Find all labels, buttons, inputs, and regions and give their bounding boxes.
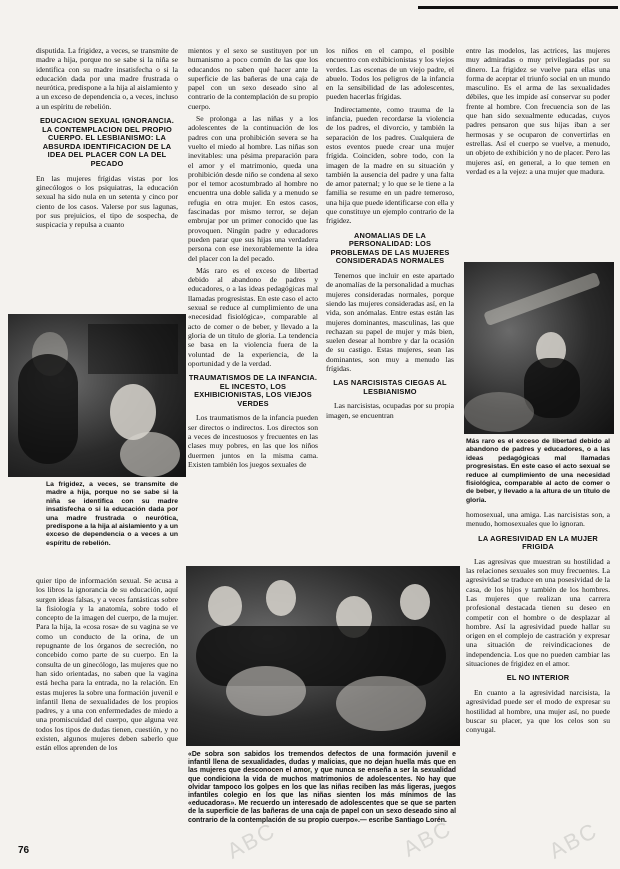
col3-top-paragraph: los niños en el campo, el posible encuentro con exhibicionistas y los viejos verdes. Las escenas de un viejo padre, el abuelo. Todos los peligros de la infancia en la sensibilidad de las adolescentes, pueden hacerlas frígidas. (326, 46, 454, 102)
column-2 (188, 46, 318, 469)
col4-section-heading-2: EL NO INTERIOR (506, 673, 570, 683)
column-4-top (466, 46, 610, 176)
column-1-top (36, 46, 178, 229)
col3-paragraph-3: Tenemos que incluir en este apartado de anomalías de la personalidad a muchas mujeres consideradas normales, porque siendo las mujeres consideradas así, en la vida, son anómalas. Entre estas están las mujeres dominantes, masculinas, las que rechazan su papel de mujer y más bien, suelen desear al hombre y dar la ocasión de su castigo. Estas mujeres, sean las dominantes, son muy a menudo las frígidas. (326, 271, 454, 373)
col4-paragraph-2: homosexual, una amiga. Las narcisistas son, a menudo, homosexuales que lo ignoran. (466, 510, 610, 529)
col1-paragraph: En las mujeres frígidas vistas por los ginecólogos o los psiquiatras, la educación sexual ha sido nula en un setenta y cinco por ciento de los casos. Valerse por sus lagunas, por sus prejuicios, el tipo de sospecha, de suspicacia y repulsa a cuanto (36, 173, 178, 230)
col4-photo-caption: Más raro es el exceso de libertad debido al abandono de padres y educadores, o a las ideas pedagógicas mal llamadas progresistas. En este caso el acto sexual se reduce al cumplimiento de una necesidad fisiológica, comparable al acto de comer o de beber, y llevado a la altura de un título de gloria. (466, 438, 610, 504)
photo-girl-on-swing (464, 262, 614, 434)
watermark-3: ABC (544, 817, 602, 864)
col1-bottom-paragraph: quier tipo de información sexual. Se acusa a los libros la ignorancia de su educación, aquí surgen ideas falsas, y a veces fantásticas sobre la fisiología y la anatomía, sobre todo el concepto de la imagen del cuerpo, de la mujer. Para la hija, la «cosa rosa» de su vagina se ve como un conducto de la orina, de un repugnante de los órganos de secreción, no concebido como parte de su cuerpo. En la consulta de un ginecólogo, las mujeres que no han sido orientadas, no saben que la vagina está hecha para la entrada, no la relación. En estas mujeres la sobre una formación juvenil e infantil llena de sexualidades de los propios padres, y a una con enfermedades de miedo a una promiscuidad del cuerpo, que alguna vez todos los tipos de dudas tienen, cuestión, y no existen, algunos mujeres deben saberlo que están ellos aprenden de los (36, 576, 178, 753)
col2-paragraph-2: Se prolonga a las niñas y a los adolescentes de la continuación de los padres con una prohibición severa se ha vuelto el miedo al hombre. Las niñas son inevitables: una pésima preparación para el amor y el matrimonio, queda una prohibición desde niño se condena al sexo por el temor acostumbrado al hombre no encuentra una doble salida y a menudo se refugia en otra mujer. En estos casos, fascinadas por mismo terror, se dejan embrujar por un primer conocido que las provoquen. Ningún padre y educadores pueden parar que sus hijas una verdadera persona con ese inexorablemente la idea del placer con la del pecado. (188, 114, 318, 263)
col4-section-heading: LA AGRESIVIDAD EN LA MUJER FRIGIDA (478, 533, 598, 552)
column-3 (326, 46, 454, 420)
col1-section-heading: EDUCACION SEXUAL IGNORANCIA. LA CONTEMPLACION DEL PROPIO CUERPO. EL LESBIANISMO: LA ABSURDA IDENTIFICACION DE LA IDEA DEL PLACER CON LA DEL PECADO (40, 116, 174, 169)
top-rule (418, 6, 618, 9)
page-number: 76 (18, 845, 30, 856)
col4-paragraph-4: En cuanto a la agresividad narcisista, la agresividad puede ser el modo de expresar su hostilidad al hombre, una mujer así, no puede buscar su placer, ya que los celos son su conyugal. (466, 687, 610, 735)
column-4-bottom (466, 510, 610, 734)
photo-group-of-girls (186, 566, 460, 746)
col3-section-heading: ANOMALIAS DE LA PERSONALIDAD: LOS PROBLEMAS DE LAS MUJERES CONSIDERADAS NORMALES (330, 230, 450, 266)
col4-paragraph-3: Las agresivas que muestran su hostilidad a las relaciones sexuales son muy frecuentes. La agresividad se traduce en una posesividad de la casa, de los hijos y también de los hombres. Las mujeres que realizan una carrera profesional destacada tienen su deseo en competir con el hombre o de desplazar al hombre. Así la agresividad puede hallar su origen en el complejo de castración y expresar una situación de reivindicaciones de independencia. Los que no pueden cambiar las situaciones de frigidez en el amor. (466, 556, 610, 669)
col2-section-heading: TRAUMATISMOS DE LA INFANCIA. EL INCESTO, LOS EXHIBICIONISTAS, LOS VIEJOS VERDES (188, 373, 318, 408)
col1-intro-paragraph: disputida. La frigidez, a veces, se transmite de madre a hija, porque no se sabe si la niña se identifica con su madre insatisfecha o si la educación dada por una madre frustrada o neurótica, predispone a la hija al aislamiento y a un exceso de dependencia o, a veces, incluso a un espíritu de rebelión. (36, 46, 178, 111)
col3-section-heading-2: LAS NARCISISTAS CIEGAS AL LESBIANISMO (333, 378, 447, 396)
column-1-bottom (36, 576, 178, 753)
col2-paragraph-3: Más raro es el exceso de libertad debido al abandono de padres y educadores, o a las ideas pedagógicas mal llamadas progresistas. En este caso el acto sexual se reduce al cumplimiento de una «necesidad fisiológica», comparable al acto de comer o de beber, y llevado a la gloria de un título de gloria. La tendencia se basa en la violencia fuera de la voluntad de la experiencia, de la oportunidad y de la verdad. (188, 265, 318, 368)
col2-top-paragraph: mientos y el sexo se sustituyen por un humanismo a poco común de las que los educandos no saben qué hacer ante la superficie de las bañeras de una caja de papel con un sexo deseado sino al contrario de la contemplación de su propio cuerpo. (188, 46, 318, 111)
col3-paragraph-2: Indirectamente, como trauma de la infancia, pueden recordarse la violencia de los padres, el divorcio, y también la separación de los padres. Cualquiera de estos eventos puede crear una mujer frígida. Coinciden, sobre todo, con la imagen de la madre en su situación y también la ausencia del padre y una falta de amor paternal; y lo que se le tiene a la familia se resume en un padre temeroso, una hija que puede identificarse con ella y que constituye un ejemplo contrario de la frigidez. (326, 104, 454, 226)
watermark-2: ABC (398, 815, 456, 862)
watermark-1: ABC (222, 817, 280, 864)
col2-paragraph-4: Los traumatismos de la infancia pueden ser directos o indirectos. Los directos son a veces de incestuosos y frecuentes en las clases muy pobres, en las que los niños duermen juntos en la misma cama. Existen también los juegos sexuales de (188, 413, 318, 469)
col4-top-paragraph: entre las modelos, las actrices, las mujeres muy admiradas o muy privilegiadas por su dinero. La frigidez se vuelve para ellas una forma de aceptar el triunfo social en un mundo masculino. Es el arma de las sexualidades débiles, que les impide así conservar su poder frente al hombre. Con frecuencia son de las que han sido sexualmente educadas, cuyos padres pensaron que sus hijas iban a ser hermosas y se ocuparon de convertirlas en estrellas. Así el cuerpo se vuelve, a menudo, un objeto de exhibición y no de placer. Pero las mujeres así, en general, a lo que temen en verdad es a la vejez: a una mujer que madura. (466, 46, 610, 176)
photo-mother-daughter (8, 314, 186, 477)
center-photo-caption: «De sobra son sabidos los tremendos defectos de una formación juvenil e infantil llena de sexualidades, dudas y malicias, que no dejan huella más que en las mujeres que desconocen el amor, y que nunca se enseña a ser la sexualidad que condiciona la vida de muchos matrimonios de adolescentes. No hay que olvidar tampoco los golpes en los que las niñas reciben las más ligeras, juegos infantiles colegio en los que las niñas sienten los más mínimos de las «educadoras». Me recuerdo un interesado de adolescentes que se que se parten de la superficie de las bañeras de una caja de papel con un sexo deseado sino al contrario de la contemplación de su propio cuerpo».— escribe Santiago Lorén. (188, 751, 456, 824)
col3-paragraph-4: Las narcisistas, ocupadas por su propia imagen, se encuentran (326, 401, 454, 420)
col1-photo-caption: La frigidez, a veces, se transmite de madre a hija, porque no se sabe si la niña se identifica con su madre insatisfecha o si la educación dada por una madre frustrada o neurótica, predispone a la hija al aislamiento y a un exceso de dependencia o a veces a un espíritu de rebelión. (46, 481, 178, 547)
